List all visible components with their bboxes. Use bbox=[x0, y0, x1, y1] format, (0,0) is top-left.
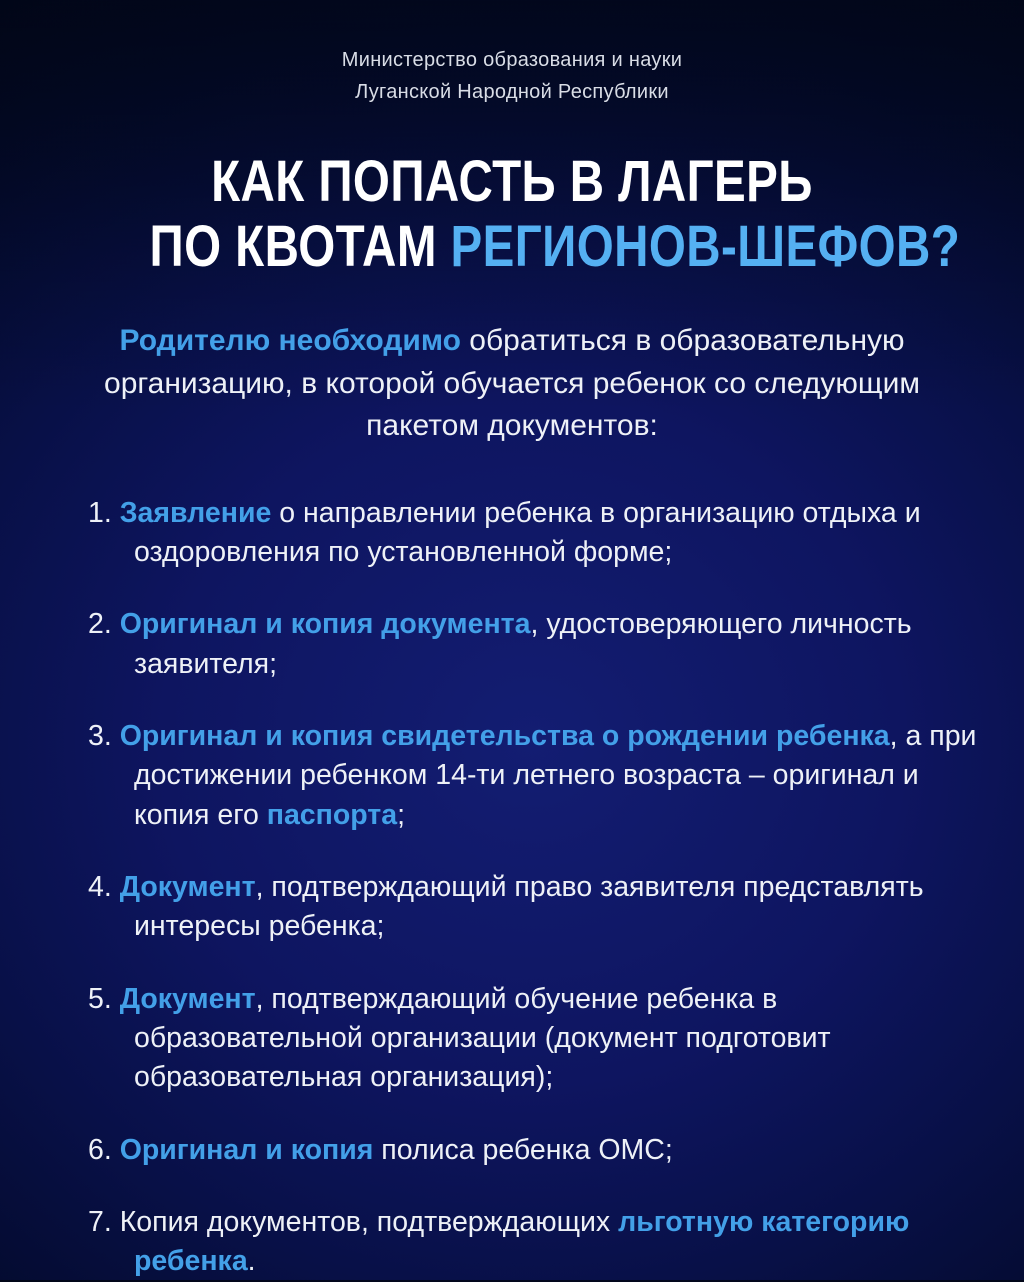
item-highlight: Оригинал и копия bbox=[119, 1133, 374, 1166]
document-list bbox=[70, 494, 988, 1282]
list-item bbox=[88, 494, 988, 573]
title-line2 bbox=[149, 213, 961, 280]
ministry-line1: Министерство образования и науки bbox=[341, 49, 683, 71]
ministry-line2: Луганской Народной Республики bbox=[355, 81, 669, 103]
list-item bbox=[88, 980, 988, 1098]
item-text: Копия документов, подтверждающих bbox=[119, 1205, 619, 1238]
item-number: 5. bbox=[88, 982, 120, 1015]
intro-text: обратиться в образовательную организацию, в которой обучается ребенок со следующим пакетом документов: bbox=[104, 323, 920, 443]
item-text: , удостоверяющего личность заявителя; bbox=[134, 608, 912, 680]
item-highlight: Оригинал и копия документа bbox=[119, 608, 531, 641]
item-number: 7. bbox=[88, 1205, 120, 1238]
intro-paragraph bbox=[72, 320, 952, 448]
title-line1: КАК ПОПАСТЬ В ЛАГЕРЬ bbox=[211, 149, 813, 214]
item-number: 3. bbox=[88, 720, 120, 752]
list-item bbox=[88, 605, 988, 684]
item-number: 4. bbox=[88, 870, 120, 903]
item-highlight: паспорта bbox=[266, 798, 398, 831]
ministry-header bbox=[70, 44, 954, 108]
item-text: , подтверждающий право заявителя представлять интересы ребенка; bbox=[134, 870, 924, 943]
item-number: 6. bbox=[88, 1133, 120, 1166]
item-text: о направлении ребенка в организацию отдыха и оздоровления по установленной форме; bbox=[134, 496, 921, 569]
page-title bbox=[149, 149, 961, 280]
item-text: , подтверждающий обучение ребенка в образовательной организации (документ подготовит образовательная организация); bbox=[134, 982, 831, 1094]
item-highlight: льготную категорию ребенка bbox=[134, 1205, 910, 1278]
intro-highlight: Родителю необходимо bbox=[119, 323, 461, 357]
item-number: 1. bbox=[88, 496, 120, 529]
item-highlight: Заявление bbox=[119, 496, 272, 529]
item-text: , а при достижении ребенком 14-ти летнего возраста – оригинал и копия его bbox=[134, 720, 977, 831]
list-item bbox=[88, 717, 988, 835]
list-item bbox=[88, 1203, 988, 1282]
item-highlight: Документ bbox=[119, 982, 256, 1015]
item-number: 2. bbox=[88, 608, 120, 641]
item-highlight: Оригинал и копия свидетельства о рождении ребенка bbox=[119, 720, 890, 752]
item-text: полиса ребенка ОМС; bbox=[373, 1133, 673, 1166]
list-item bbox=[88, 868, 988, 947]
item-text: ; bbox=[397, 798, 406, 831]
item-text: . bbox=[247, 1245, 256, 1278]
title-line2-accent: РЕГИОНОВ-ШЕФОВ? bbox=[450, 213, 961, 279]
list-item bbox=[88, 1131, 988, 1170]
title-line2-white: ПО КВОТАМ bbox=[149, 213, 451, 279]
item-highlight: Документ bbox=[119, 870, 256, 903]
